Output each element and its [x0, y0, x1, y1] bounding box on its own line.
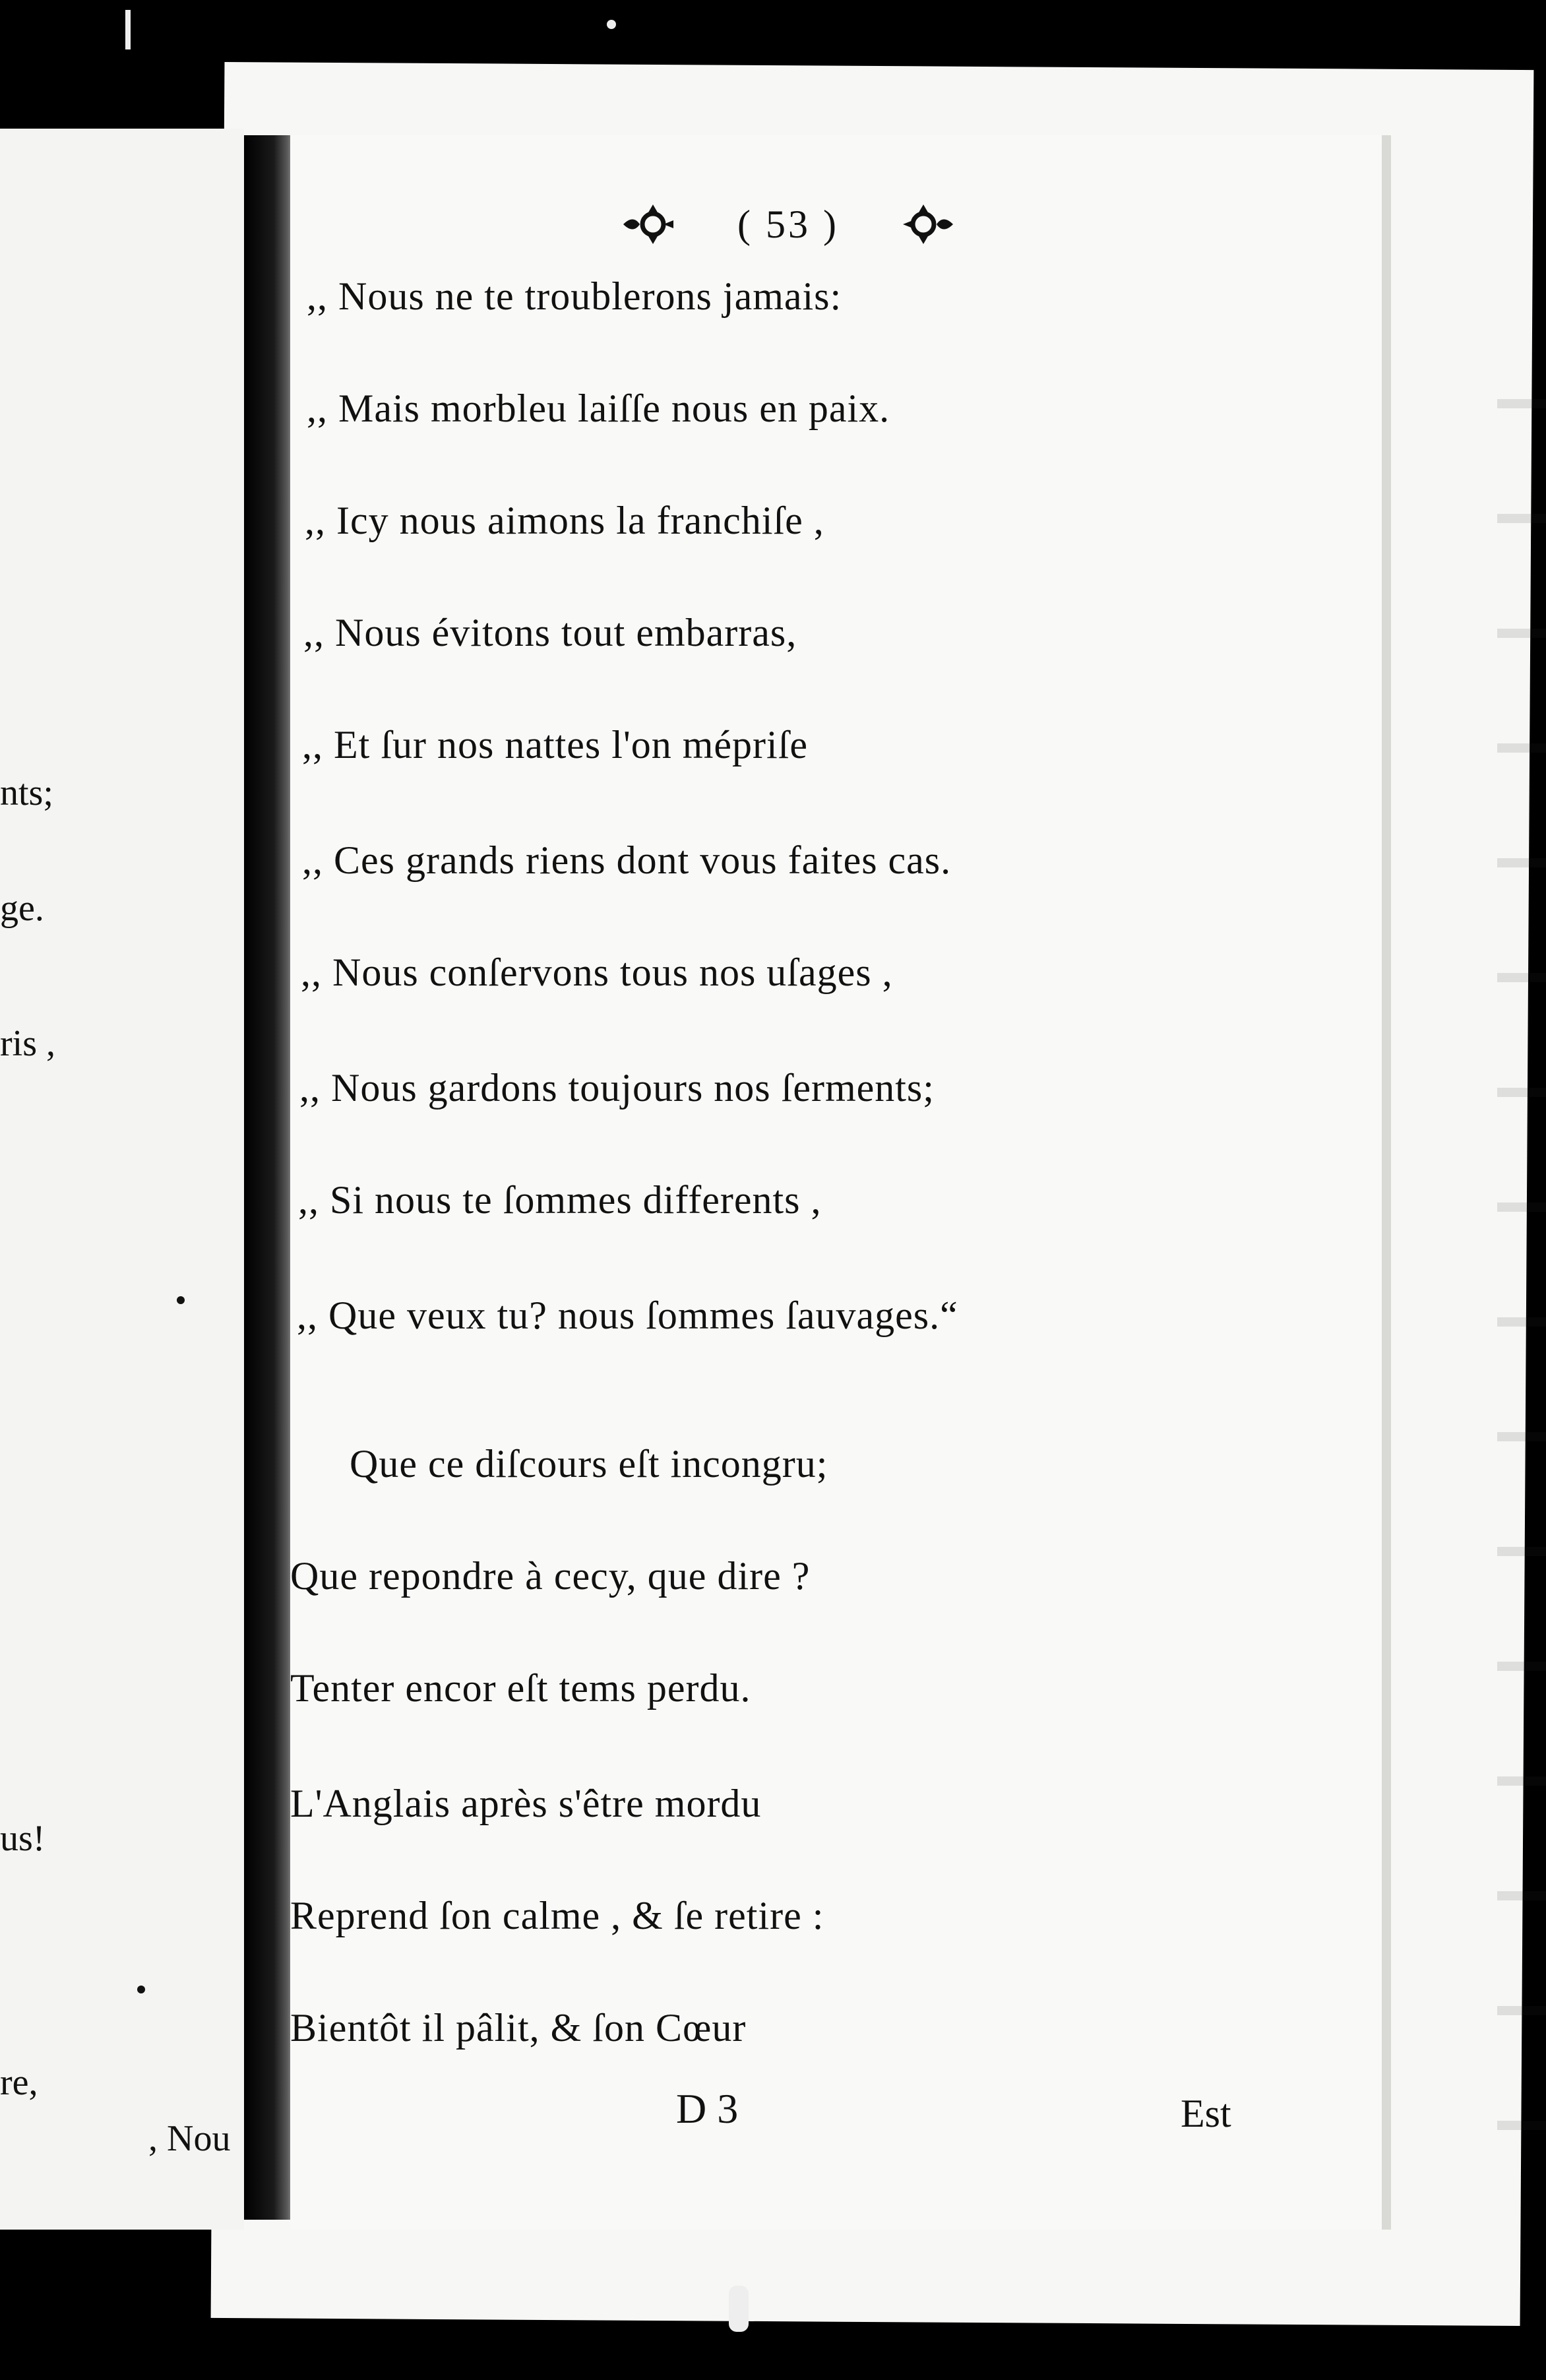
verse-line: ,, Si nous te ſommes differents ,	[298, 1178, 822, 1222]
page-number: ( 53 )	[737, 202, 839, 246]
verse-line: Que ce diſcours eſt incongru;	[350, 1442, 828, 1486]
verse-line: Reprend ſon calme , & ſe retire :	[290, 1894, 824, 1937]
left-fragment: ge.	[0, 888, 44, 929]
left-fragment: , Nou	[148, 2118, 231, 2159]
signature-mark: D 3	[676, 2085, 739, 2132]
left-fragment: re,	[0, 2062, 38, 2103]
fleuron-right-icon	[900, 198, 960, 251]
verse-line: ,, Ces grands riens dont vous faites cas.	[302, 838, 952, 882]
verse-line: Tenter encor eſt tems perdu.	[290, 1666, 751, 1710]
verse-line: ,, Mais morbleu laiſſe nous en paix.	[307, 387, 890, 430]
left-fragment: nts;	[0, 772, 53, 813]
left-facing-page	[0, 129, 244, 2230]
ink-dot	[177, 1296, 185, 1304]
paper-speck	[729, 2286, 749, 2332]
left-fragment: us!	[0, 1818, 46, 1859]
left-fragment: ris ,	[0, 1023, 55, 1064]
paper-speck	[125, 10, 131, 49]
verse-line: ,, Nous conſervons tous nos uſages ,	[301, 951, 893, 994]
verse-line: Que repondre à cecy, que dire ?	[290, 1554, 811, 1598]
catchword: Est	[1181, 2092, 1231, 2135]
verse-line: L'Anglais après s'être mordu	[290, 1782, 762, 1825]
verse-line: Bientôt il pâlit, & ſon Cœur	[290, 2006, 747, 2050]
verse-line: ,, Et ſur nos nattes l'on mépriſe	[302, 723, 809, 767]
paper-speck	[607, 20, 616, 29]
page-header	[617, 198, 960, 251]
verse-line: ,, Icy nous aimons la franchiſe ,	[305, 499, 824, 542]
show-through-text	[1497, 399, 1546, 2246]
verse-line: ,, Nous ne te troublerons jamais:	[307, 274, 842, 318]
verse-line: ,, Nous gardons toujours nos ſerments;	[299, 1066, 935, 1110]
verse-line: ,, Nous évitons tout embarras,	[303, 611, 797, 654]
fleuron-left-icon	[617, 198, 676, 251]
ink-dot	[137, 1986, 145, 1993]
verse-line: ,, Que veux tu? nous ſommes ſauvages.“	[297, 1294, 958, 1337]
